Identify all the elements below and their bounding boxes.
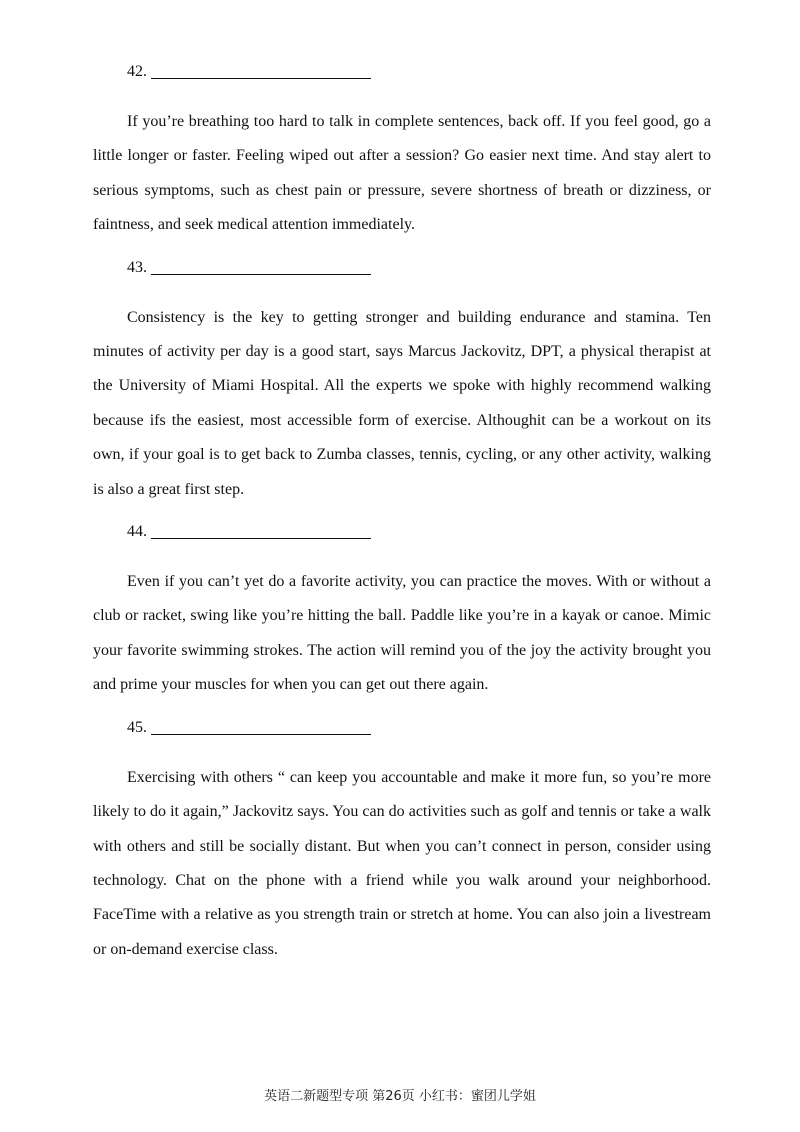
paragraph-44: Even if you can’t yet do a favorite activity, you can practice the moves. With or without a club or racket, swing like you’re hitting the ball. Paddle like you’re in a kayak or canoe. Mimic your favorite swimming strokes. The action will remind you of the joy the activity brought you and prime your muscles for when you can get out there again. bbox=[93, 573, 711, 694]
paragraph-45: Exercising with others “ can keep you accountable and make it more fun, so you’re more likely to do it again,” Jackovitz says. You can do activities such as golf and tennis or take a walk with others and still be socially distant. But when you can’t connect in person, consider using technology. Chat on the phone with a friend while you walk around your neighborhood. FaceTime with a relative as you strength train or stretch at home. You can also join a livestream or on-demand exercise class. bbox=[93, 768, 711, 958]
paragraph-42: If you’re breathing too hard to talk in complete sentences, back off. If you feel good, go a little longer or faster. Feeling wiped out after a session? Go easier next time. And stay alert to serious symptoms, such as chest pain or pressure, severe shortness of breath or dizziness, or faintness, and seek medical attention immediately. bbox=[93, 113, 711, 234]
question-44-line bbox=[127, 522, 711, 542]
question-number: 44. bbox=[127, 523, 147, 541]
answer-blank bbox=[151, 524, 371, 539]
answer-blank bbox=[151, 64, 371, 79]
question-number: 42. bbox=[127, 63, 147, 80]
paragraph-43: Consistency is the key to getting stronger and building endurance and stamina. Ten minutes of activity per day is a good start, says Marcus Jackovitz, DPT, a physical therapist at the University of Miami Hospital. All the experts we spoke with highly recommend walking because ifs the easiest, most accessible form of exercise. Althoughit can be a workout on its own, if your goal is to get back to Zumba classes, tennis, cycling, or any other activity, walking is also a great first step. bbox=[93, 308, 711, 498]
question-45-line bbox=[127, 718, 711, 738]
document-page bbox=[93, 62, 711, 967]
question-42-line bbox=[127, 62, 711, 82]
question-number: 43. bbox=[127, 258, 147, 276]
page-footer: 英语二新题型专项 第26页 小红书：蜜团儿学姐 bbox=[264, 1089, 536, 1104]
answer-blank bbox=[151, 720, 371, 735]
question-number: 45. bbox=[127, 718, 147, 736]
answer-blank bbox=[151, 260, 371, 275]
question-43-line bbox=[127, 258, 711, 278]
